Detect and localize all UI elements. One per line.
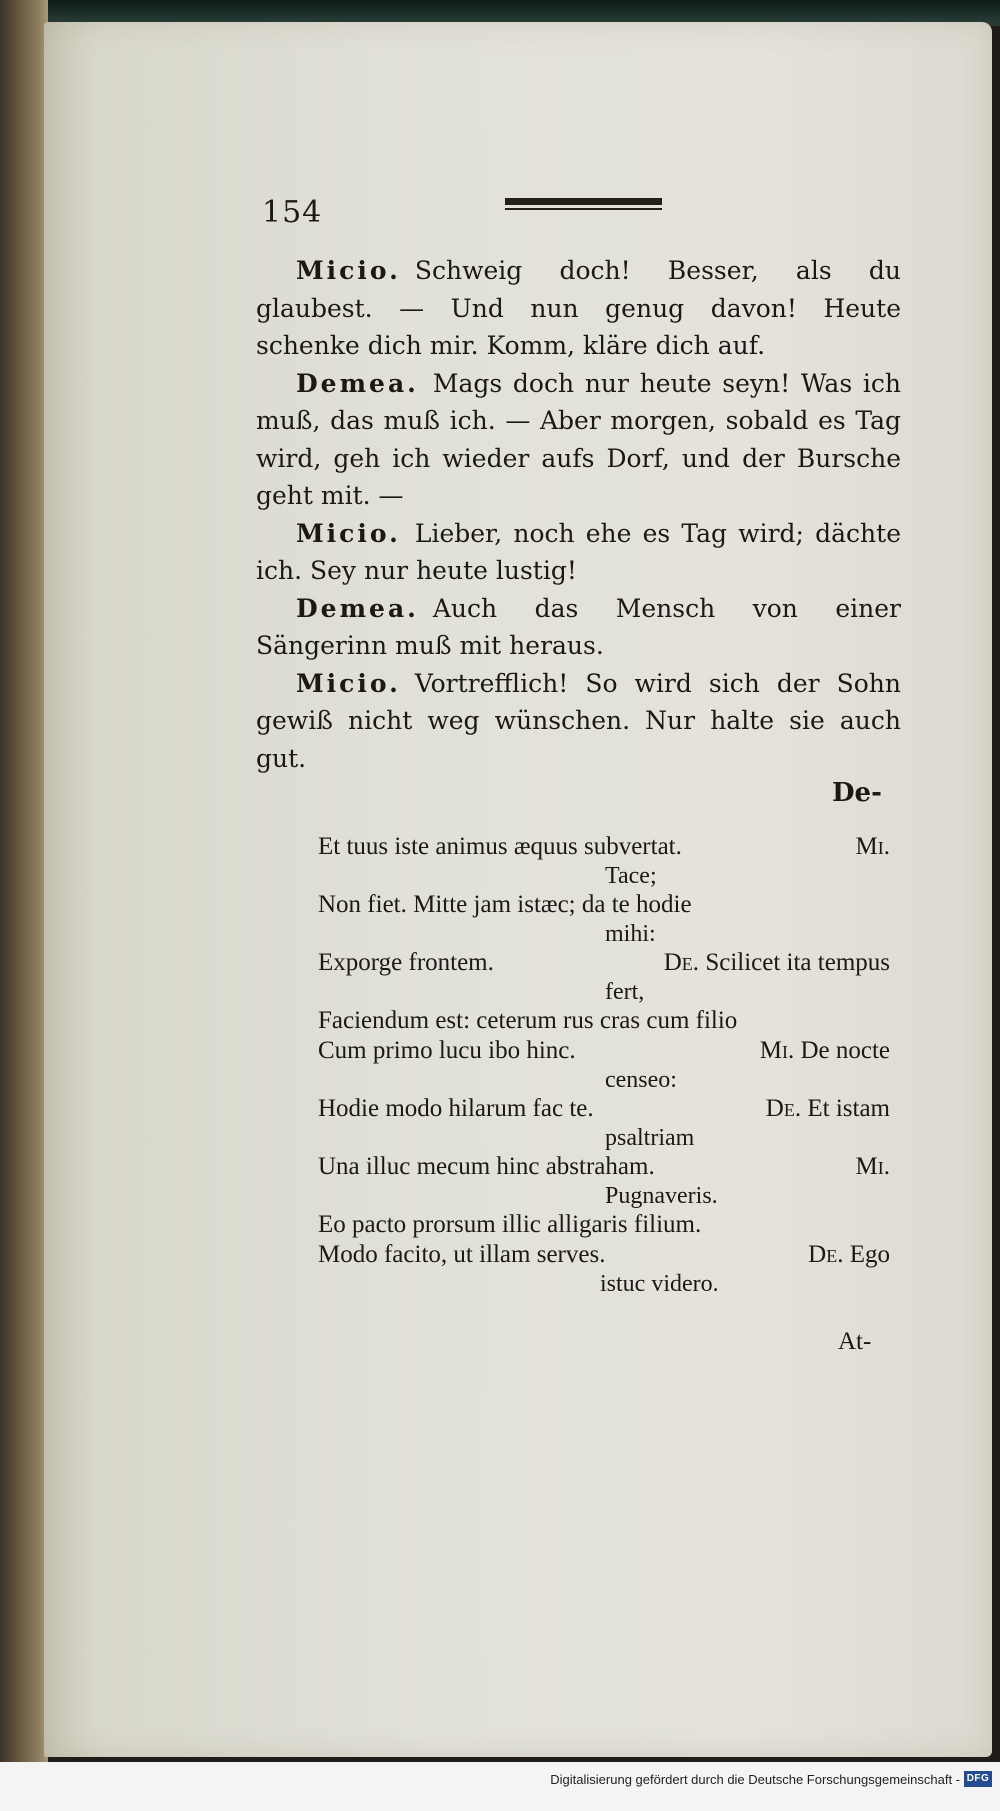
german-paragraph <box>256 515 901 590</box>
verse-continuation: mihi: <box>605 921 656 947</box>
verse-text: Exporge frontem. <box>318 949 494 976</box>
german-paragraph <box>256 665 901 778</box>
verse-text: Cum primo lucu ibo hinc. <box>318 1037 576 1064</box>
speaker-name: Micio. <box>296 668 401 698</box>
book-binding-edge <box>0 0 48 1780</box>
latin-verse-line <box>318 832 890 862</box>
verse-text: Et istam <box>807 1095 890 1122</box>
dialogue-text: Vortrefflich! So wird sich der Sohn gewiß nicht weg wünschen. Nur halte sie auch gut. <box>256 668 901 773</box>
dialogue-text: Auch das Mensch von einer Sängerinn muß mit heraus. <box>256 593 901 660</box>
dialogue-text: Lieber, noch ehe es Tag wird; dächte ich. Sey nur heute lustig! <box>256 518 901 585</box>
verse-continuation: istuc videro. <box>600 1271 719 1297</box>
verse-continuation: Tace; <box>605 863 657 889</box>
digitization-footer <box>0 1762 1000 1811</box>
verse-text: Faciendum est: ceterum rus cras cum filio <box>318 1007 738 1034</box>
latin-verse-line <box>318 1036 890 1066</box>
dfg-logo: DFG <box>964 1771 992 1787</box>
verse-text: Eo pacto prorsum illic alligaris filium. <box>318 1211 702 1238</box>
speaker-name: Demea. <box>296 593 419 623</box>
verse-text: Scilicet ita tempus <box>705 949 890 976</box>
verse-text: Non fiet. Mitte jam istæc; da te hodie <box>318 891 692 918</box>
verse-text: Modo facito, ut illam serves. <box>318 1241 606 1268</box>
speaker-abbrev: Mi. <box>855 1153 890 1180</box>
verse-continuation: censeo: <box>605 1067 677 1093</box>
latin-catchword: At- <box>838 1328 872 1355</box>
latin-verse-line <box>318 948 890 978</box>
header-rule <box>505 198 662 213</box>
speaker-abbrev: De. <box>663 949 700 976</box>
latin-original-block <box>318 832 890 1298</box>
verse-right-part <box>760 1036 890 1066</box>
german-paragraph <box>256 590 901 665</box>
german-catchword: De- <box>832 778 882 808</box>
german-paragraph <box>256 252 901 365</box>
latin-verse-line <box>318 1006 890 1036</box>
verse-right-part <box>808 1240 890 1270</box>
verse-continuation: psaltriam <box>605 1125 695 1151</box>
latin-verse-line <box>318 1094 890 1124</box>
german-translation-block <box>256 252 901 777</box>
speaker-name: Micio. <box>296 518 401 548</box>
dialogue-text: Mags doch nur heute seyn! Was ich muß, das muß ich. — Aber morgen, sobald es Tag wird, geh ich wieder aufs Dorf, und der Bursche geht mit. — <box>256 368 901 510</box>
verse-text: Una illuc mecum hinc abstraham. <box>318 1153 655 1180</box>
speaker-abbrev: De. <box>765 1095 802 1122</box>
verse-text: De nocte <box>800 1037 890 1064</box>
header-rule-thick <box>505 198 662 205</box>
latin-verse-line <box>318 1152 890 1182</box>
digitization-credit: Digitalisierung gefördert durch die Deutsche Forschungsgemeinschaft - <box>550 1772 960 1787</box>
verse-text: Ego <box>849 1241 890 1268</box>
verse-continuation: fert, <box>605 979 645 1005</box>
verse-continuation: Pugnaveris. <box>605 1183 718 1209</box>
german-paragraph <box>256 365 901 515</box>
page-number: 154 <box>262 195 323 230</box>
latin-verse-line <box>318 1210 890 1240</box>
speaker-abbrev: De. <box>808 1241 844 1268</box>
latin-verse-line <box>318 1240 890 1270</box>
speaker-abbrev: Mi. <box>855 833 890 860</box>
speaker-abbrev: Mi. <box>759 1037 795 1064</box>
latin-verse-line <box>318 890 890 920</box>
header-rule-thin <box>505 208 662 210</box>
speaker-name: Demea. <box>296 368 419 398</box>
verse-text: Et tuus iste animus æquus subvertat. <box>318 833 682 860</box>
verse-right-part <box>664 948 890 978</box>
verse-right-part <box>766 1094 890 1124</box>
verse-text: Hodie modo hilarum fac te. <box>318 1095 594 1122</box>
speaker-name: Micio. <box>296 256 401 285</box>
dialogue-text: Schweig doch! Besser, als du glaubest. — Und nun genug davon! Heute schenke dich mir. Komm, kläre dich auf. <box>256 256 901 360</box>
